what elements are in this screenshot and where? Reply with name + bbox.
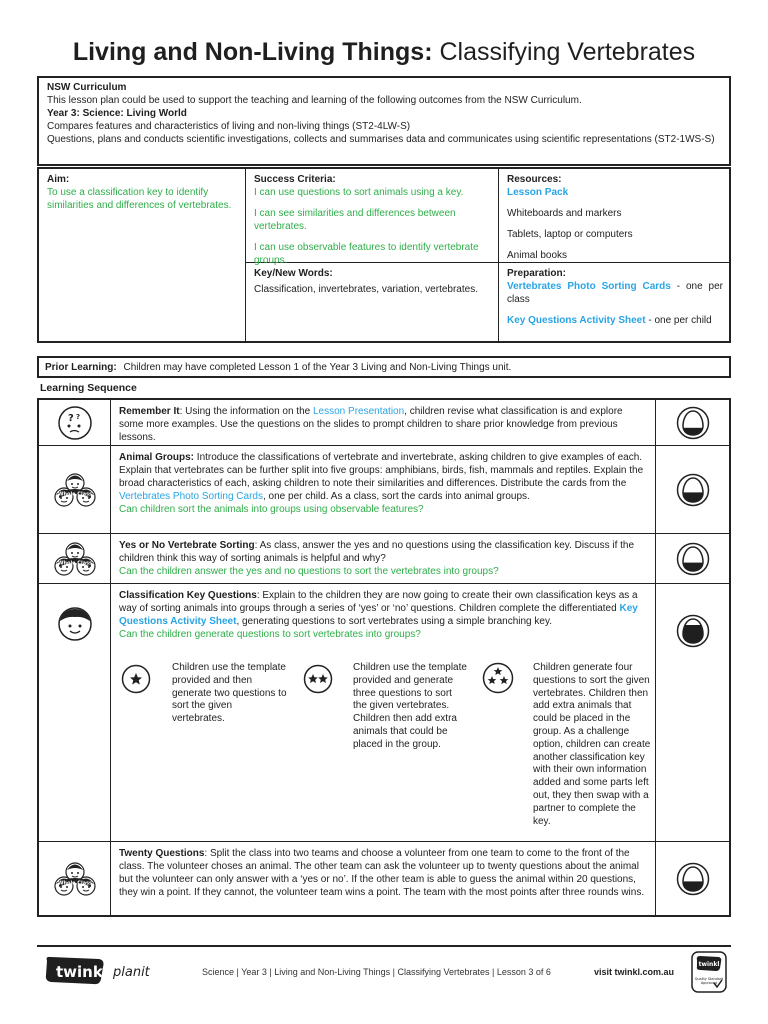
lesson-presentation-link[interactable]: Lesson Presentation bbox=[313, 406, 405, 417]
sequence-row-remember-it: ? ? Remember It: Using the information on the Lesson Presentation, children revise what classification is and explore some more examples. Use the questions on the slides to prompt children to share prior knowledge from previous lessons. bbox=[39, 400, 729, 446]
differentiation-2: Children use the template provided and generate three questions to sort the given vertebrates. Children then add extra animals that could be placed in the group. bbox=[353, 662, 467, 750]
svg-text:Quality StandardApproved: Quality Standard Approved bbox=[694, 977, 724, 986]
two-star-icon bbox=[303, 664, 333, 694]
key-words-cell bbox=[246, 263, 498, 300]
svg-text:?: ? bbox=[67, 412, 74, 424]
success-item: I can use observable features to identify vertebrate groups. bbox=[254, 242, 479, 266]
footer-lesson-info: Science | Year 3 | Living and Non-Living Things | Classifying Vertebrates | Lesson 3 of 6 bbox=[202, 967, 551, 977]
page-title bbox=[0, 34, 768, 70]
nsw-outcome-2: Questions, plans and conducts scientific investigations, collects and summarises data and communicates using scientific representations (ST2-1WS-S) bbox=[47, 134, 715, 145]
twinkl-planit-logo bbox=[43, 955, 163, 987]
assessment-question: Can children sort the animals into groups using observable features? bbox=[119, 504, 424, 515]
child-face-icon bbox=[57, 606, 93, 642]
preparation-cell bbox=[499, 263, 731, 339]
resource-item: Tablets, laptop or computers bbox=[507, 229, 633, 240]
learning-sequence-table bbox=[37, 398, 731, 917]
success-item: I can use questions to sort animals using a key. bbox=[254, 187, 464, 198]
egg-timer-icon bbox=[676, 406, 710, 440]
nsw-year: Year 3: Science: Living World bbox=[47, 108, 187, 119]
egg-timer-icon bbox=[676, 614, 710, 648]
prior-text: Children may have completed Lesson 1 of the Year 3 Living and Non-Living Things unit. bbox=[123, 362, 512, 373]
footer bbox=[37, 955, 731, 1005]
prior-label: Prior Learning: bbox=[45, 362, 117, 373]
lesson-pack-link[interactable]: Lesson Pack bbox=[507, 187, 569, 198]
success-heading: Success Criteria: bbox=[254, 174, 336, 185]
sorting-cards-link[interactable]: Vertebrates Photo Sorting Cards bbox=[119, 491, 263, 502]
whole-class-icon bbox=[53, 471, 97, 509]
sequence-row-twenty-questions: Whole Class Twenty Questions: Split the class into two teams and choose a volunteer from one team to come to the front of the class. The volunteer choses an animal. The other team can ask the volunteer up to twenty questions about the animal but the volunteer can only answer with a ‘yes or no’. If the other team is able to guess the animal within 20 questions, they win a point. If they cannot, the volunteer team wins a point. The team with the most points after three rounds wins. bbox=[39, 842, 729, 915]
three-star-icon bbox=[482, 662, 514, 694]
assessment-question: Can the children answer the yes and no questions to sort the vertebrates into groups? bbox=[119, 566, 499, 577]
differentiation-1: Children use the template provided and then generate two questions to sort the given vertebrates. bbox=[172, 662, 287, 725]
preparation-heading: Preparation: bbox=[507, 268, 566, 279]
activity-sheet-link[interactable]: Key Questions Activity Sheet bbox=[507, 315, 646, 326]
svg-text:Whole Class: Whole Class bbox=[57, 560, 92, 566]
footer-divider bbox=[37, 945, 731, 947]
nsw-outcome-1: Compares features and characteristics of living and non-living things (ST2-4LW-S) bbox=[47, 121, 411, 132]
sequence-row-classification-key: Classification Key Questions: Explain to the children they are now going to create their own classification keys as a way of sorting animals into groups through a series of ‘yes’ or ‘no’ questions. Children complete the differentiated Key Questions Activity Sheet, generating questions to sort vertebrates using a simple branching key. Can the children generate questions to sort vertebrates into groups? Children use the template provided and then generate two questions to sort the given vertebrates. Children use the template provided and generate three questions to sort the given vertebrates. Children then add extra animals that could be placed in the group. Children generate four questions to sort the given vertebrates. Children then add extra animals that could be placed in the group. As a challenge option, children can create another classification key with their own information added and some parts left out, they then swap with a partner to complete the key. bbox=[39, 584, 729, 842]
quality-standard-badge bbox=[691, 951, 727, 993]
preparation-item: Key Questions Activity Sheet - one per child bbox=[507, 315, 712, 326]
prior-learning-box bbox=[37, 356, 731, 378]
svg-text:Whole Class: Whole Class bbox=[57, 491, 92, 497]
sequence-row-yes-no-sorting: Whole Class Yes or No Vertebrate Sorting: As class, answer the yes and no questions using the classification key. Discuss if the children think this way of sorting animals is helpful and why? Can the children answer the yes and no questions to sort the vertebrates into groups? bbox=[39, 534, 729, 584]
learning-sequence-label: Learning Sequence bbox=[40, 382, 137, 394]
resources-cell bbox=[499, 169, 731, 274]
svg-text:twinkl: twinkl bbox=[698, 961, 720, 968]
egg-timer-icon bbox=[676, 542, 710, 576]
whole-class-icon bbox=[53, 860, 97, 898]
sequence-row-animal-groups: Whole Class Animal Groups: Introduce the classifications of vertebrate and invertebrate, asking children to give examples of each. Explain that vertebrates can be further split into five groups: amphibians, birds, fish, mammals and reptiles. Explain the broad characteristics of each, asking children to note their similarities and differences. Distribute the cards from the Vertebrates Photo Sorting Cards, one per child. As a class, sort the cards into animal groups. Can children sort the animals into groups using observable features? bbox=[39, 446, 729, 534]
resource-item: Whiteboards and markers bbox=[507, 208, 622, 219]
svg-text:?: ? bbox=[75, 412, 80, 421]
assessment-question: Can the children generate questions to sort vertebrates into groups? bbox=[119, 629, 421, 640]
aim-cell bbox=[39, 169, 245, 216]
whole-class-icon bbox=[53, 540, 97, 578]
one-star-icon bbox=[121, 664, 151, 694]
success-item: I can see similarities and differences between vertebrates. bbox=[254, 208, 456, 232]
nsw-intro: This lesson plan could be used to support the teaching and learning of the following outcomes from the NSW Curriculum. bbox=[47, 95, 582, 106]
resources-heading: Resources: bbox=[507, 174, 562, 185]
preparation-item: Vertebrates Photo Sorting Cards - one per class bbox=[507, 281, 723, 305]
thinking-face-icon bbox=[57, 405, 93, 441]
svg-text:Whole Class: Whole Class bbox=[57, 880, 92, 886]
keywords-text: Classification, invertebrates, variation, vertebrates. bbox=[254, 284, 478, 295]
egg-timer-icon bbox=[676, 862, 710, 896]
svg-text:planit: planit bbox=[113, 965, 150, 980]
nsw-curriculum-box bbox=[37, 76, 731, 166]
aim-text: To use a classification key to identify similarities and differences of vertebrates. bbox=[47, 187, 232, 211]
title-bold: Living and Non-Living Things: bbox=[72, 38, 433, 66]
differentiation-3: Children generate four questions to sort the given vertebrates. Children then add extra animals that could be placed in the group. As a challenge option, children can create another classification key with their own information added and some parts left out, they then swap with a partner to complete the key. bbox=[533, 662, 651, 827]
nsw-heading: NSW Curriculum bbox=[47, 82, 127, 93]
svg-text:twinkl: twinkl bbox=[56, 963, 108, 981]
sorting-cards-link[interactable]: Vertebrates Photo Sorting Cards bbox=[507, 281, 671, 292]
lesson-overview-grid bbox=[37, 167, 731, 343]
resource-item: Animal books bbox=[507, 250, 568, 261]
aim-heading: Aim: bbox=[47, 174, 70, 185]
keywords-heading: Key/New Words: bbox=[254, 268, 333, 279]
activity-sheet-link[interactable]: Key Questions Activity Sheet bbox=[119, 603, 638, 627]
title-rest: Classifying Vertebrates bbox=[432, 38, 696, 66]
egg-timer-icon bbox=[676, 473, 710, 507]
footer-website-link[interactable]: visit twinkl.com.au bbox=[594, 967, 675, 977]
